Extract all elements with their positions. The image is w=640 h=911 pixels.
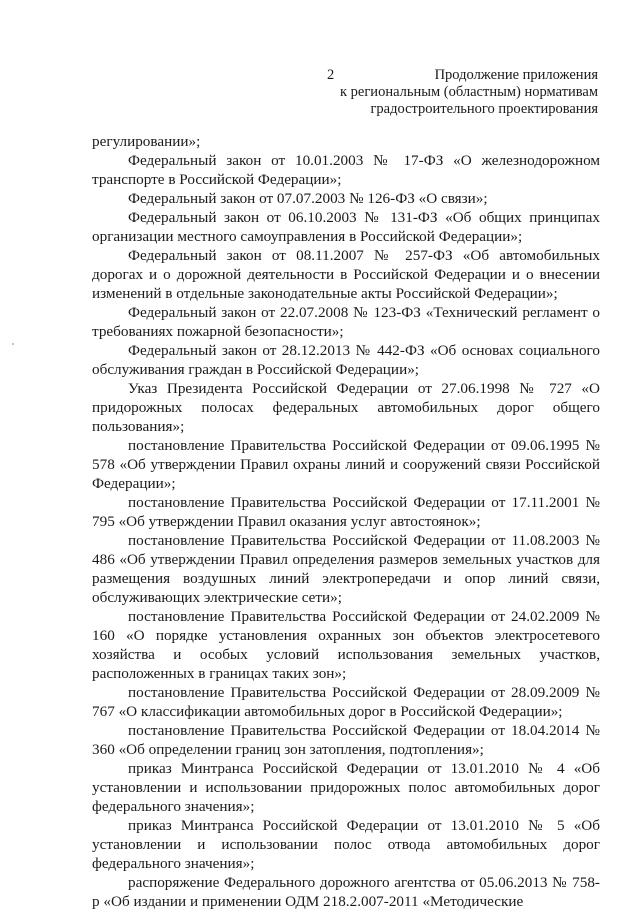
page-number: 2 (327, 67, 335, 83)
paragraph: постановление Правительства Российской Федерации от 18.04.2014 № 360 «Об определении границ зон затопления, подтопления»; (92, 722, 600, 758)
header-note-line: к региональным (областным) нормативам (340, 84, 598, 100)
paragraph: Указ Президента Российской Федерации от 27.06.1998 № 727 «О придорожных полосах федеральных автомобильных дорог общего пользования»; (92, 380, 600, 435)
paragraph: распоряжение Федерального дорожного агентства от 05.06.2013 № 758-р «Об издании и применении ОДМ 218.2.007-2011 «Методические (92, 874, 600, 910)
header-note-line: градостроительного проектирования (370, 101, 598, 117)
paragraph: постановление Правительства Российской Федерации от 09.06.1995 № 578 «Об утверждении Правил охраны линий и сооружений связи Российской Федерации»; (92, 437, 600, 492)
paragraph: приказ Минтранса Российской Федерации от 13.01.2010 № 5 «Об установлении и использовании полос отвода автомобильных дорог федерального значения»; (92, 817, 600, 872)
paragraph: Федеральный закон от 08.11.2007 № 257-ФЗ «Об автомобильных дорогах и о дорожной деятельности в Российской Федерации и о внесении изменений в отдельные законодательные акты Российской Федерации»; (92, 247, 600, 302)
paragraph: Федеральный закон от 28.12.2013 № 442-ФЗ «Об основах социального обслуживания граждан в Российской Федерации»; (92, 342, 600, 378)
paragraph: постановление Правительства Российской Федерации от 24.02.2009 № 160 «О порядке установления охранных зон объектов электросетевого хозяйства и особых условий использования земельных участков, расположенных в границах таких зон»; (92, 608, 600, 682)
header-note-line: Продолжение приложения (434, 67, 598, 83)
paragraph: Федеральный закон от 06.10.2003 № 131-ФЗ «Об общих принципах организации местного самоуправления в Российской Федерации»; (92, 209, 600, 245)
paragraph: Федеральный закон от 07.07.2003 № 126-ФЗ «О связи»; (128, 190, 488, 207)
paragraph: Федеральный закон от 10.01.2003 № 17-ФЗ «О железнодорожном транспорте в Российской Федерации»; (92, 152, 600, 188)
appendix-continuation-note (298, 67, 598, 118)
paragraph: постановление Правительства Российской Федерации от 28.09.2009 № 767 «О классификации автомобильных дорог в Российской Федерации»; (92, 684, 600, 720)
scan-speck (12, 343, 14, 345)
body-text (92, 132, 600, 911)
paragraph: постановление Правительства Российской Федерации от 17.11.2001 № 795 «Об утверждении Правил оказания услуг автостоянок»; (92, 494, 600, 530)
paragraph: регулировании»; (92, 133, 201, 150)
paragraph: Федеральный закон от 22.07.2008 № 123-ФЗ «Технический регламент о требованиях пожарной безопасности»; (92, 304, 600, 340)
paragraph: постановление Правительства Российской Федерации от 11.08.2003 № 486 «Об утверждении Правил определения размеров земельных участков для размещения воздушных линий электропередачи и опор линий связи, обслуживающих электрические сети»; (92, 532, 600, 606)
paragraph: приказ Минтранса Российской Федерации от 13.01.2010 № 4 «Об установлении и использовании придорожных полос автомобильных дорог федерального значения»; (92, 760, 600, 815)
